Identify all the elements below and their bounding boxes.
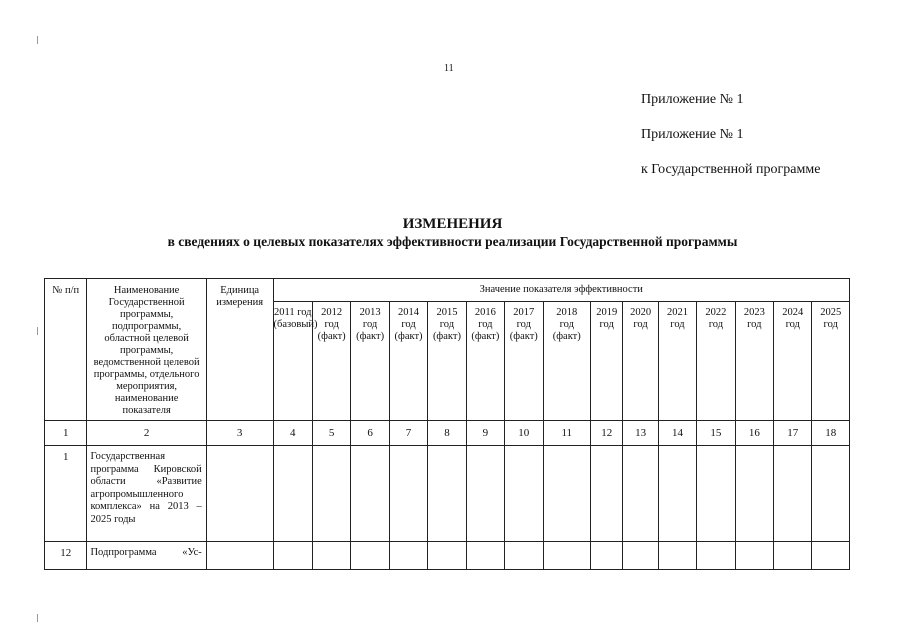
scan-mark — [37, 327, 38, 335]
header-year: 2024 год — [774, 302, 812, 421]
column-number: 14 — [658, 421, 696, 446]
header-year: 2018 год (факт) — [543, 302, 591, 421]
column-number: 3 — [206, 421, 273, 446]
column-number: 13 — [623, 421, 658, 446]
column-number: 9 — [466, 421, 504, 446]
empty-cell — [735, 542, 773, 570]
column-number: 12 — [591, 421, 623, 446]
header-year: 2022 год — [697, 302, 735, 421]
empty-cell — [466, 446, 504, 542]
scan-mark — [37, 614, 38, 622]
empty-cell — [273, 446, 312, 542]
appendix-line-3: к Государственной программе — [641, 162, 821, 177]
empty-cell — [697, 542, 735, 570]
empty-cell — [543, 542, 591, 570]
empty-cell — [774, 446, 812, 542]
column-number: 15 — [697, 421, 735, 446]
header-year: 2014 год (факт) — [389, 302, 427, 421]
column-number: 7 — [389, 421, 427, 446]
page-number: 11 — [444, 63, 454, 74]
column-number: 2 — [87, 421, 206, 446]
header-year: 2016 год (факт) — [466, 302, 504, 421]
indicators-table — [44, 278, 850, 570]
empty-cell — [658, 446, 696, 542]
column-number: 6 — [351, 421, 389, 446]
header-group: Значение показателя эффективности — [273, 279, 849, 302]
empty-cell — [658, 542, 696, 570]
empty-cell — [428, 542, 466, 570]
empty-cell — [697, 446, 735, 542]
empty-cell — [623, 446, 658, 542]
header-year: 2011 год (базовый) — [273, 302, 312, 421]
empty-cell — [312, 542, 350, 570]
empty-cell — [543, 446, 591, 542]
header-unit: Единица измерения — [206, 279, 273, 421]
header-name: Наименование Государственной программы, подпрограммы, областной целевой программы, ведомственной целевой программы, отдельного мероприятия, наименование показателя — [87, 279, 206, 421]
empty-cell — [623, 542, 658, 570]
column-number-row — [45, 421, 850, 446]
empty-cell — [389, 542, 427, 570]
header-year: 2015 год (факт) — [428, 302, 466, 421]
empty-cell — [351, 446, 389, 542]
row-index: 12 — [45, 542, 87, 570]
row-name: Подпрограмма «Ус- — [87, 542, 206, 570]
appendix-line-2: Приложение № 1 — [641, 127, 744, 142]
table-row — [45, 446, 850, 542]
header-year: 2023 год — [735, 302, 773, 421]
column-number: 8 — [428, 421, 466, 446]
empty-cell — [273, 542, 312, 570]
title-heading: ИЗМЕНЕНИЯ — [402, 216, 503, 232]
header-year: 2025 год — [812, 302, 850, 421]
header-year: 2021 год — [658, 302, 696, 421]
empty-cell — [206, 446, 273, 542]
column-number: 5 — [312, 421, 350, 446]
row-index: 1 — [45, 446, 87, 542]
empty-cell — [312, 446, 350, 542]
header-row-1 — [45, 279, 850, 302]
header-year: 2017 год (факт) — [505, 302, 543, 421]
empty-cell — [591, 542, 623, 570]
column-number: 18 — [812, 421, 850, 446]
empty-cell — [505, 542, 543, 570]
column-number: 17 — [774, 421, 812, 446]
header-year: 2013 год (факт) — [351, 302, 389, 421]
appendix-line-1: Приложение № 1 — [641, 92, 744, 107]
title-subheading: в сведениях о целевых показателях эффективности реализации Государственной программы — [167, 234, 738, 249]
empty-cell — [735, 446, 773, 542]
empty-cell — [351, 542, 389, 570]
row-name: Государственная программа Кировской области «Развитие агропромышленного комплекса» на 2013 – 2025 годы — [87, 446, 206, 542]
scan-mark — [37, 36, 38, 44]
header-year: 2012 год (факт) — [312, 302, 350, 421]
empty-cell — [206, 542, 273, 570]
document-title — [0, 216, 905, 250]
column-number: 10 — [505, 421, 543, 446]
column-number: 11 — [543, 421, 591, 446]
header-year: 2019 год — [591, 302, 623, 421]
column-number: 16 — [735, 421, 773, 446]
empty-cell — [774, 542, 812, 570]
empty-cell — [591, 446, 623, 542]
column-number: 1 — [45, 421, 87, 446]
header-year: 2020 год — [623, 302, 658, 421]
empty-cell — [428, 446, 466, 542]
table-row — [45, 542, 850, 570]
empty-cell — [812, 446, 850, 542]
header-num: № п/п — [45, 279, 87, 421]
empty-cell — [389, 446, 427, 542]
empty-cell — [466, 542, 504, 570]
empty-cell — [812, 542, 850, 570]
column-number: 4 — [273, 421, 312, 446]
empty-cell — [505, 446, 543, 542]
